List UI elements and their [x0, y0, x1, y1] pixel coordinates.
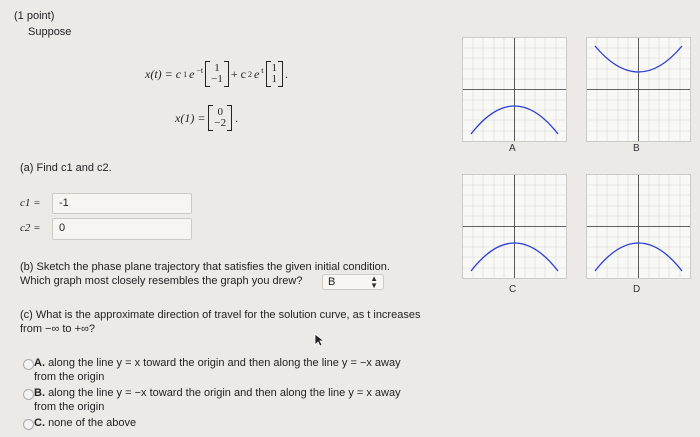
graph-b[interactable]	[586, 37, 691, 142]
solution-equation	[145, 56, 288, 92]
ic-vector: 0 −2	[208, 107, 232, 129]
graph-d-label: D	[633, 284, 641, 295]
option-c-radio[interactable]	[23, 419, 34, 430]
part-c-line2: from −∞ to +∞?	[20, 323, 95, 335]
graph-d[interactable]	[586, 174, 691, 279]
part-b-line1: (b) Sketch the phase plane trajectory that satisfies the given initial condition.	[20, 261, 390, 273]
option-c-text: none of the above	[48, 417, 137, 429]
option-c	[34, 417, 136, 430]
graph-b-label: B	[633, 143, 640, 154]
e-base: e	[189, 66, 195, 81]
graph-c[interactable]	[462, 174, 567, 279]
option-a-key: A.	[34, 357, 45, 369]
option-a-radio[interactable]	[23, 359, 34, 370]
mouse-cursor-icon	[314, 333, 324, 347]
option-b-text: along the line y = −x toward the origin and then along the line y = x away	[48, 387, 401, 399]
option-c-key: C.	[34, 417, 45, 429]
points-label: (1 point)	[14, 10, 55, 22]
graph-select-value: B	[328, 276, 336, 288]
option-b	[34, 387, 401, 400]
option-b-radio[interactable]	[23, 389, 34, 400]
c2-sub: 2	[247, 69, 252, 79]
part-a-prompt: (a) Find c1 and c2.	[20, 162, 112, 174]
part-c-line1: (c) What is the approximate direction of travel for the solution curve, as t increases	[20, 309, 421, 321]
option-a-text: along the line y = x toward the origin and then along the line y = −x away	[48, 357, 401, 369]
initial-condition	[175, 100, 238, 136]
c1-sub: 1	[183, 69, 188, 79]
eigenvector-1: 1 −1	[205, 63, 229, 85]
c1-label: c1 =	[20, 197, 41, 209]
eigenvector-2: 1 1	[266, 63, 284, 85]
suppose-label: Suppose	[28, 26, 72, 38]
option-b-key: B.	[34, 387, 45, 399]
exp1: −t	[196, 65, 204, 75]
option-a	[34, 357, 401, 370]
graph-a-label: A	[509, 143, 516, 154]
select-arrows-icon: ▲ ▼	[370, 274, 378, 290]
plus-c2: + c	[230, 66, 246, 81]
option-a-text2: from the origin	[34, 371, 105, 383]
exp2: t	[261, 65, 264, 75]
lhs: x(t) = c	[145, 66, 182, 81]
graph-c-label: C	[509, 284, 517, 295]
graph-select[interactable]	[322, 274, 384, 290]
part-b-line2: Which graph most closely resembles the graph you drew?	[20, 275, 303, 287]
option-b-text2: from the origin	[34, 401, 105, 413]
c2-input[interactable]: 0	[52, 218, 192, 240]
graph-a[interactable]	[462, 37, 567, 142]
c2-label: c2 =	[20, 222, 41, 234]
ic-end: .	[235, 110, 239, 125]
equation-end: .	[285, 66, 289, 81]
ic-lhs: x(1) =	[175, 110, 206, 125]
c1-input[interactable]: -1	[52, 193, 192, 214]
e-base-2: e	[253, 66, 260, 81]
